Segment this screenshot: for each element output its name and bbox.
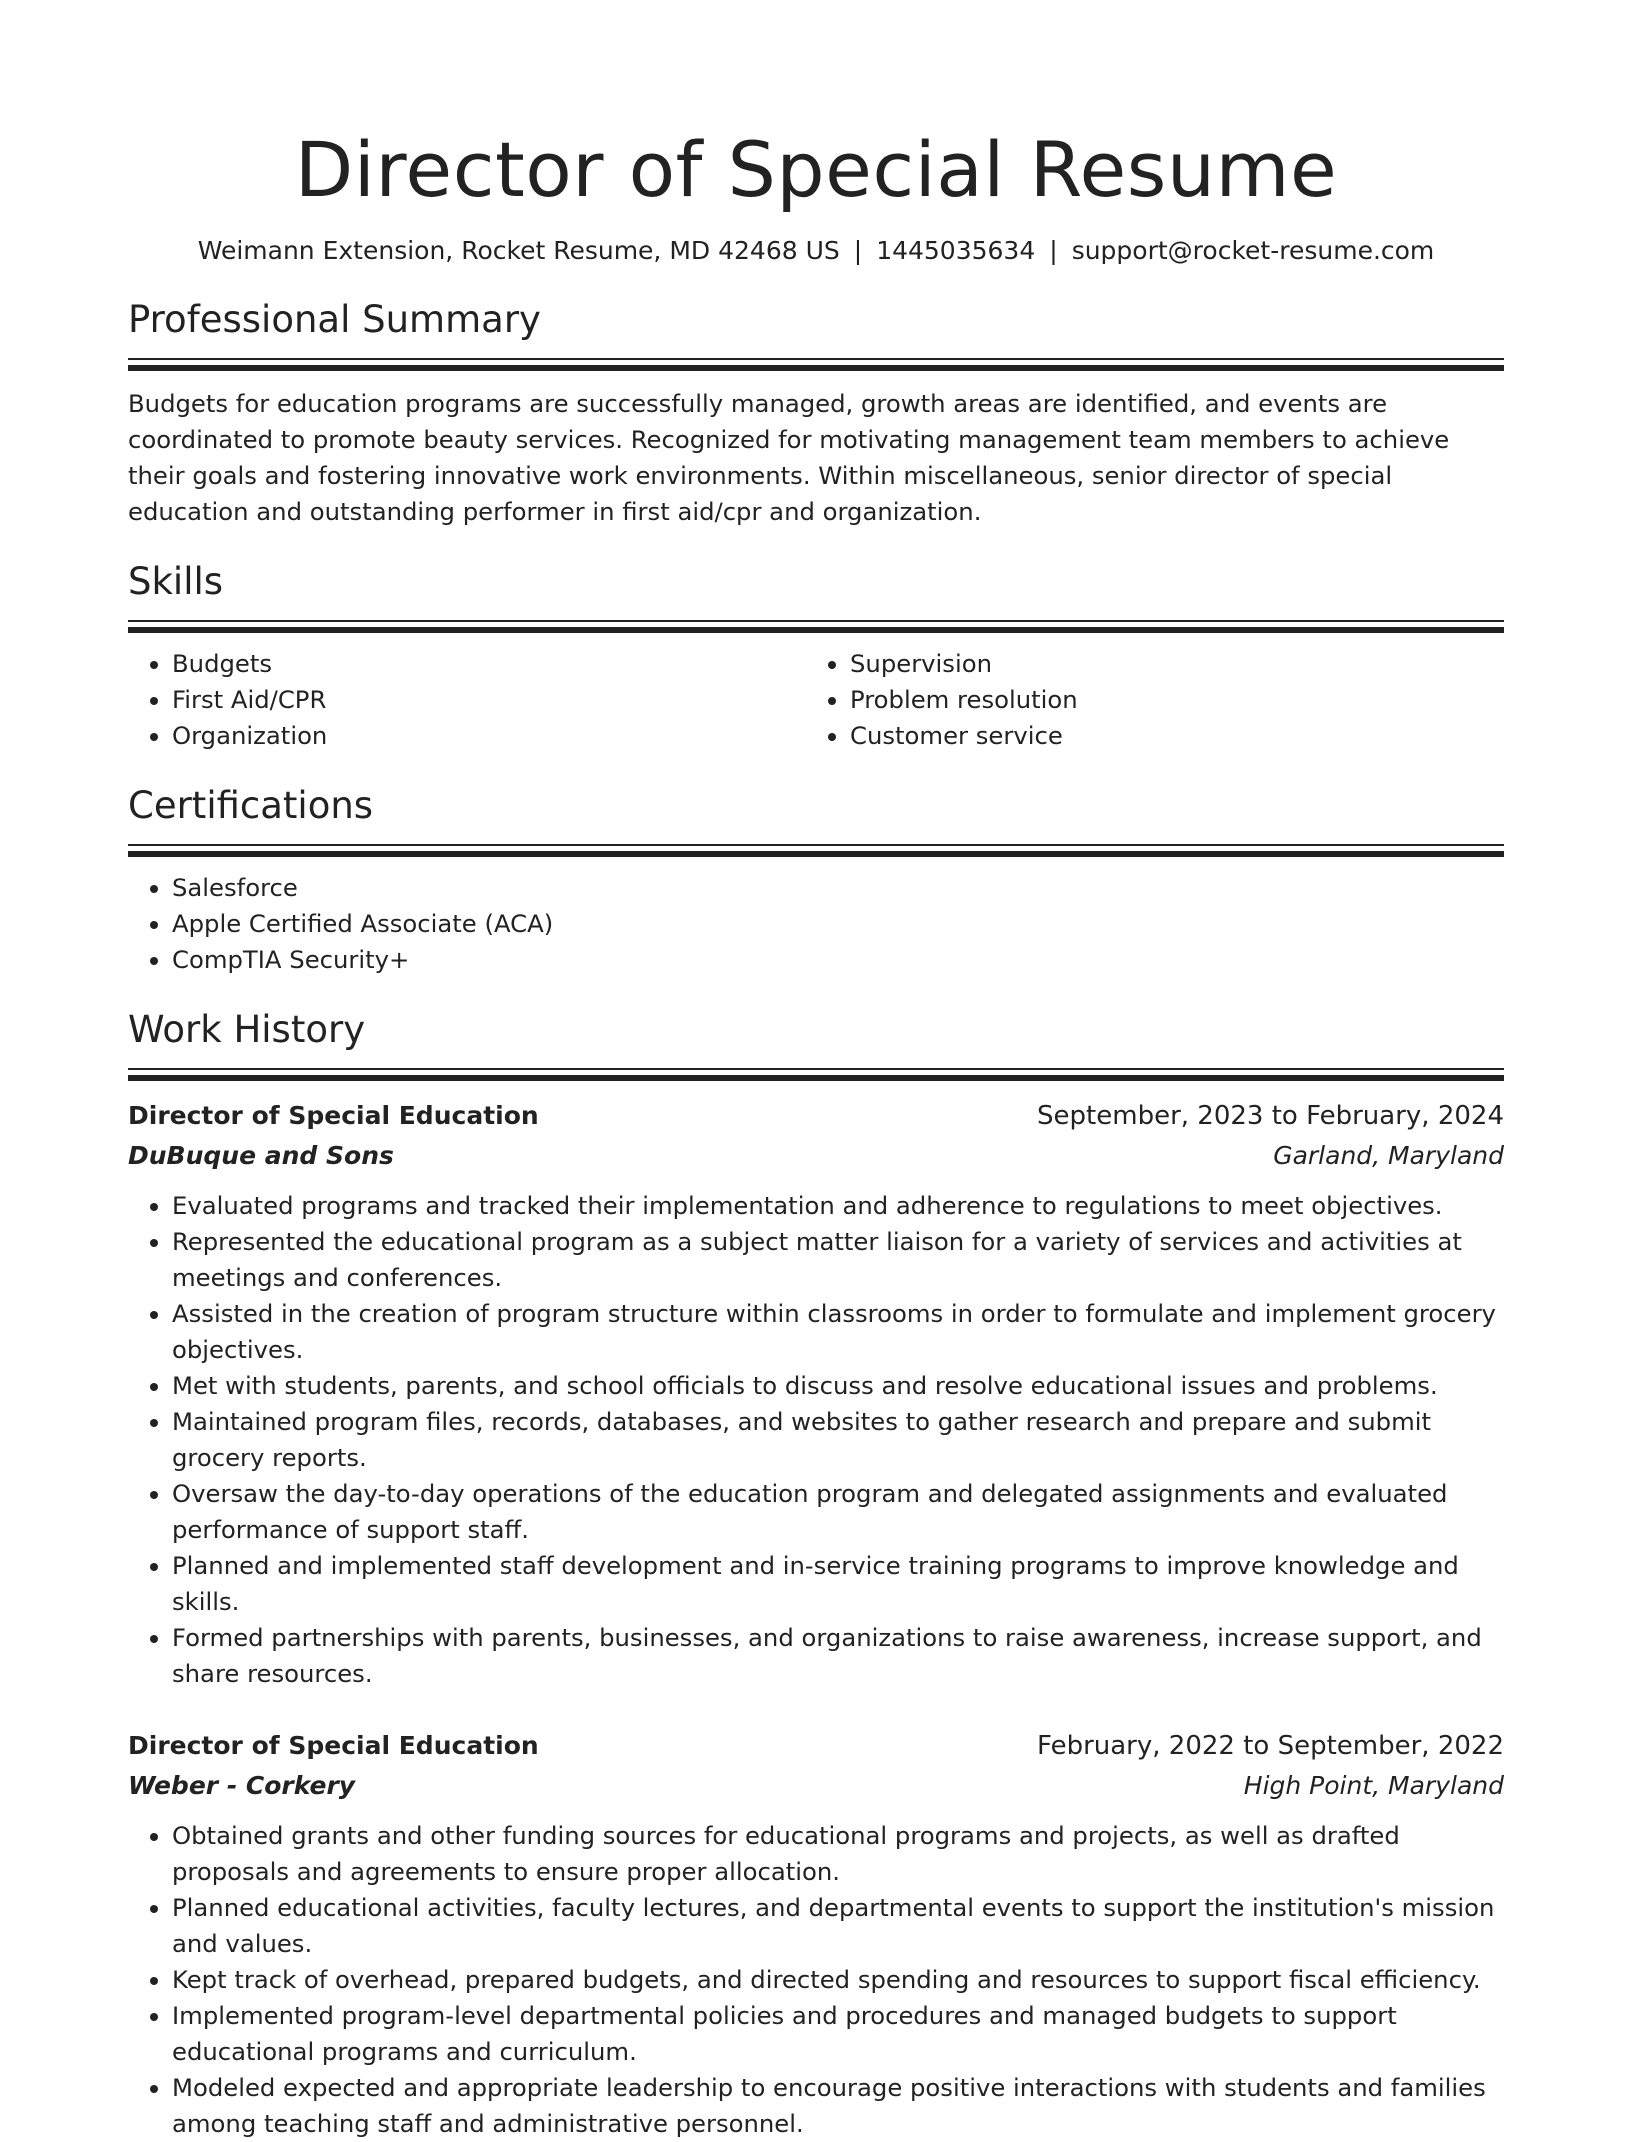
skill-item: • Customer service: [850, 718, 1484, 754]
job-entry: [128, 1096, 1504, 1692]
job-entry: [128, 1726, 1504, 2142]
certifications-list: [128, 870, 1504, 978]
job-bullet: • Implemented program-level departmental policies and procedures and managed budgets to support educational programs and curriculum.: [172, 1998, 1504, 2070]
job-header-row: [128, 1726, 1504, 1766]
job-bullet: • Planned educational activities, faculty lectures, and departmental events to support the institution's mission and values.: [172, 1890, 1504, 1962]
contact-address: Weimann Extension, Rocket Resume, MD 42468 US: [197, 236, 840, 265]
job-employer: DuBuque and Sons: [128, 1141, 394, 1170]
job-location: Garland, Maryland: [1273, 1141, 1504, 1170]
job-dates: February, 2022 to September, 2022: [1037, 1731, 1504, 1761]
summary-text: Budgets for education programs are successfully managed, growth areas are identified, and events are coordinated to promote beauty services. Recognized for motivating management team members to achieve their goals and fostering innovative work environments. Within miscellaneous, senior director of special education and outstanding performer in first aid/cpr and organization.: [128, 389, 1450, 526]
contact-separator: |: [1049, 236, 1058, 265]
skills-list-right: [806, 646, 1484, 754]
job-employer: Weber - Corkery: [128, 1771, 356, 1800]
job-bullets: [128, 1188, 1504, 1692]
job-title: Director of Special Education: [128, 1731, 539, 1760]
job-bullet: • Formed partnerships with parents, businesses, and organizations to raise awareness, increase support, and share resources.: [172, 1620, 1504, 1692]
section-divider: [128, 844, 1504, 856]
contact-email: support@rocket-resume.com: [1071, 236, 1435, 265]
job-bullet: • Obtained grants and other funding sources for educational programs and projects, as well as drafted proposals and agreements to ensure proper allocation.: [172, 1818, 1504, 1890]
contact-separator: |: [853, 236, 863, 265]
section-divider: [128, 358, 1504, 370]
job-bullet: • Kept track of overhead, prepared budgets, and directed spending and resources to support fiscal efficiency.: [172, 1962, 1504, 1998]
skill-item: • Supervision: [850, 646, 1484, 682]
skill-item: • Problem resolution: [850, 682, 1484, 718]
contact-line: [128, 234, 1504, 268]
job-bullet: • Modeled expected and appropriate leadership to encourage positive interactions with students and families among teaching staff and administrative personnel.: [172, 2070, 1504, 2142]
section-heading: Professional Summary: [128, 298, 541, 341]
certification-item: • Apple Certified Associate (ACA): [172, 906, 1504, 942]
job-bullet: • Represented the educational program as a subject matter liaison for a variety of services and activities at meetings and conferences.: [172, 1224, 1504, 1296]
job-bullet: • Met with students, parents, and school officials to discuss and resolve educational issues and problems.: [172, 1368, 1504, 1404]
job-employer-row: [128, 1136, 1504, 1176]
certification-item: • Salesforce: [172, 870, 1504, 906]
job-bullets: [128, 1818, 1504, 2142]
section-heading: Work History: [128, 1008, 366, 1051]
section-heading: Certifications: [128, 784, 374, 827]
skill-item: • Organization: [172, 718, 806, 754]
job-employer-row: [128, 1766, 1504, 1806]
section-divider: [128, 620, 1504, 632]
job-bullet: • Assisted in the creation of program structure within classrooms in order to formulate and implement grocery objectives.: [172, 1296, 1504, 1368]
skills-list-left: [128, 646, 806, 754]
job-title: Director of Special Education: [128, 1101, 539, 1130]
certifications-section: [128, 782, 1504, 978]
section-heading: Skills: [128, 560, 224, 603]
job-location: High Point, Maryland: [1243, 1771, 1504, 1800]
skill-item: • Budgets: [172, 646, 806, 682]
certification-item: • CompTIA Security+: [172, 942, 1504, 978]
skill-item: • First Aid/CPR: [172, 682, 806, 718]
job-bullet: • Maintained program files, records, databases, and websites to gather research and prepare and submit grocery reports.: [172, 1404, 1504, 1476]
work-history-section: [128, 1006, 1504, 2142]
job-bullet: • Oversaw the day-to-day operations of the education program and delegated assignments and evaluated performance of support staff.: [172, 1476, 1504, 1548]
skills-grid: [128, 632, 1504, 754]
resume-page: [128, 0, 1504, 2142]
skills-section: [128, 558, 1504, 754]
job-dates: September, 2023 to February, 2024: [1037, 1101, 1504, 1131]
job-header-row: [128, 1096, 1504, 1136]
resume-title: Director of Special Resume: [294, 125, 1338, 214]
summary-section: [128, 296, 1504, 530]
section-divider: [128, 1068, 1504, 1080]
job-bullet: • Planned and implemented staff development and in-service training programs to improve knowledge and skills.: [172, 1548, 1504, 1620]
contact-phone: 1445035634: [876, 236, 1036, 265]
job-bullet: • Evaluated programs and tracked their implementation and adherence to regulations to meet objectives.: [172, 1188, 1504, 1224]
